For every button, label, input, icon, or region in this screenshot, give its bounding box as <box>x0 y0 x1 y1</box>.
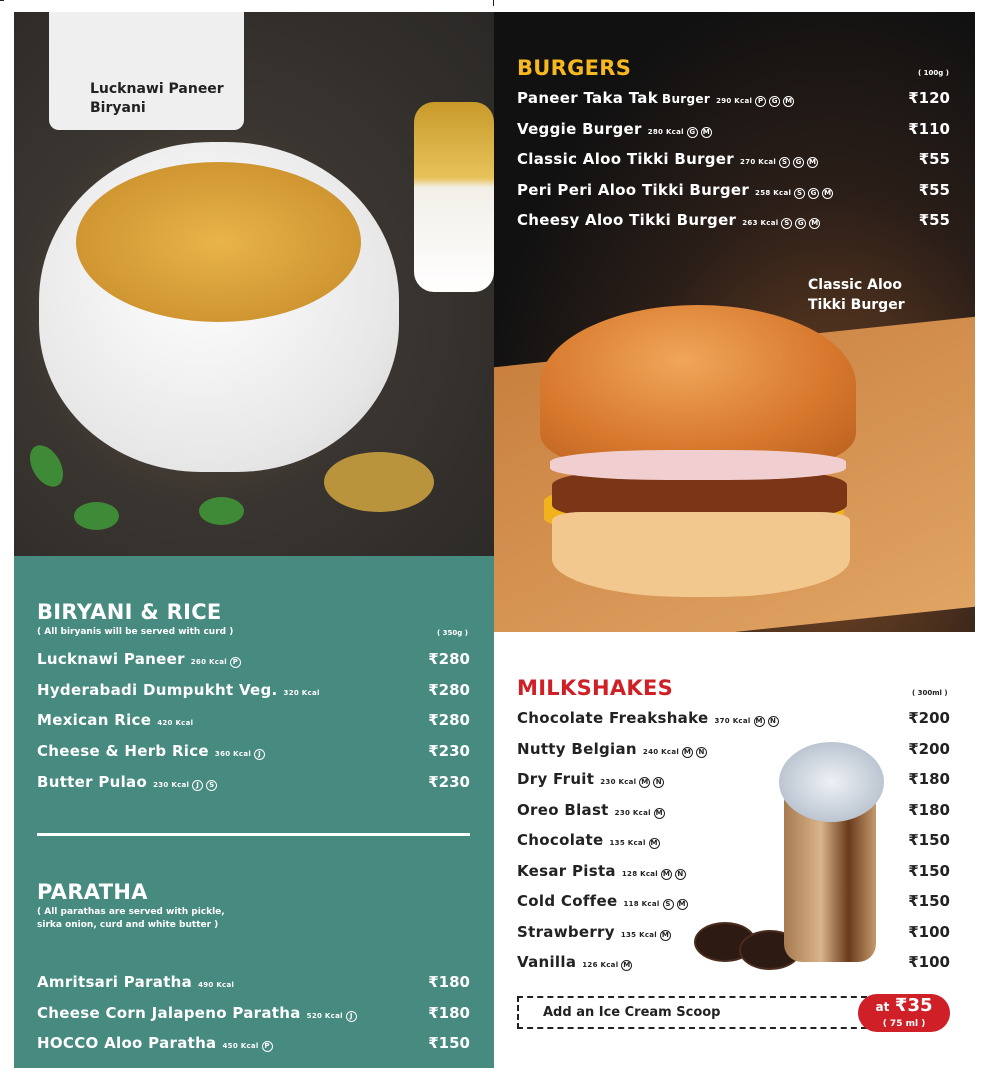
menu-item <box>517 770 664 788</box>
item-name: Cheesy Aloo Tikki Burger <box>517 211 737 229</box>
menu-item <box>517 181 833 199</box>
paratha-note-line: ( All parathas are served with pickle, <box>37 907 225 917</box>
item-name: Hyderabadi Dumpukht Veg. <box>37 680 278 699</box>
allergen-icon: M <box>785 97 793 105</box>
item-name: Mexican Rice <box>37 711 152 730</box>
milkshakes-portion: ( 300ml ) <box>912 689 948 697</box>
allergen-icon: G <box>687 127 698 138</box>
item-price: ₹280 <box>428 650 470 668</box>
item-price: ₹150 <box>908 892 950 910</box>
item-price: ₹120 <box>908 89 950 107</box>
allergen-icon: S <box>663 899 674 910</box>
allergen-icon: M <box>755 717 763 725</box>
item-name: Chocolate Freakshake <box>517 709 709 727</box>
item-kcal: 260 Kcal <box>190 658 227 666</box>
menu-item <box>517 801 665 819</box>
menu-item <box>517 709 779 727</box>
item-price: ₹150 <box>428 1034 470 1052</box>
item-price: ₹100 <box>908 922 950 941</box>
allergen-icon: G <box>793 157 804 168</box>
item-kcal: 360 Kcal <box>214 750 252 759</box>
allergen-icon: S <box>794 188 805 199</box>
item-price: ₹180 <box>908 770 950 788</box>
addon-label: Add an Ice Cream Scoop <box>543 1005 721 1020</box>
item-kcal: 230 Kcal <box>153 780 190 789</box>
item-name: Peri Peri Aloo Tikki Burger <box>517 180 750 199</box>
allergen-icon: M <box>662 869 671 878</box>
item-kcal: 135 Kcal <box>609 839 646 847</box>
menu-item <box>517 150 818 168</box>
allergen-icon: S <box>781 218 792 229</box>
allergen-icon: M <box>661 930 670 939</box>
menu-item <box>37 681 320 699</box>
allergen-icon: G <box>795 218 806 229</box>
item-kcal: 280 Kcal <box>647 127 684 136</box>
allergen-icon: M <box>683 747 692 756</box>
allergen-icon: M <box>655 808 663 817</box>
item-price: ₹150 <box>908 831 950 849</box>
allergen-icon: G <box>808 188 819 199</box>
item-kcal: 135 Kcal <box>620 930 657 939</box>
biryani-photo <box>14 12 494 556</box>
item-name: Cold Coffee <box>517 892 618 910</box>
item-price: ₹55 <box>918 180 950 199</box>
item-kcal: 270 Kcal <box>739 158 777 166</box>
item-price: ₹100 <box>908 953 950 971</box>
menu-item <box>37 650 241 668</box>
allergen-icon: J <box>346 1011 357 1022</box>
menu-item <box>37 742 265 760</box>
item-kcal: 450 Kcal <box>222 1042 259 1050</box>
item-name: Kesar Pista <box>517 861 616 880</box>
item-kcal: 240 Kcal <box>642 747 680 756</box>
item-price: ₹180 <box>908 800 950 819</box>
allergen-icon: M <box>809 158 817 166</box>
burger-photo-label: Classic Aloo Tikki Burger <box>808 277 905 313</box>
item-kcal: 320 Kcal <box>283 688 320 697</box>
paratha-note <box>37 906 225 932</box>
item-name: HOCCO Aloo Paratha <box>37 1034 217 1052</box>
item-name: Paneer Taka Tak <box>517 89 658 107</box>
item-price: ₹200 <box>908 739 950 758</box>
item-name: Lucknawi Paneer <box>37 650 185 668</box>
menu-item <box>37 973 234 991</box>
item-price: ₹280 <box>428 680 470 699</box>
item-price: ₹55 <box>918 211 950 229</box>
allergen-icon: M <box>641 778 649 786</box>
item-price: ₹180 <box>428 973 470 991</box>
item-name-suffix: Burger <box>662 92 711 106</box>
item-price: ₹55 <box>918 150 950 168</box>
item-price: ₹280 <box>428 711 470 730</box>
item-kcal: 520 Kcal <box>306 1011 343 1020</box>
allergen-icon: J <box>254 749 265 760</box>
item-price: ₹110 <box>908 119 950 138</box>
menu-item <box>37 711 193 729</box>
addon-price-badge <box>858 994 950 1032</box>
allergen-icon: N <box>653 777 664 788</box>
item-name: Oreo Blast <box>517 800 609 819</box>
item-kcal: 420 Kcal <box>157 719 194 728</box>
milkshakes-section-title: MILKSHAKES <box>517 676 674 700</box>
item-price: ₹230 <box>428 742 470 761</box>
allergen-icon: P <box>230 657 241 668</box>
addon-price-prefix: at <box>875 1000 890 1014</box>
item-name: Vanilla <box>517 953 577 971</box>
addon-price: ₹35 <box>894 995 933 1016</box>
ice-cream-scoop-addon <box>517 996 867 1029</box>
item-name: Cheese Corn Jalapeno Paratha <box>37 1003 301 1022</box>
allergen-icon: N <box>696 747 707 758</box>
item-kcal: 126 Kcal <box>582 961 619 969</box>
item-name: Cheese & Herb Rice <box>37 742 209 761</box>
allergen-icon: M <box>811 219 819 227</box>
item-name: Butter Pulao <box>37 772 148 791</box>
item-name: Nutty Belgian <box>517 739 637 758</box>
item-name: Veggie Burger <box>517 119 642 138</box>
item-name: Amritsari Paratha <box>37 973 193 991</box>
item-kcal: 290 Kcal <box>716 97 753 105</box>
menu-item <box>517 953 632 971</box>
item-price: ₹230 <box>428 772 470 791</box>
item-name: Dry Fruit <box>517 770 595 788</box>
biryani-note: ( All biryanis will be served with curd ) <box>37 627 234 637</box>
allergen-icon: N <box>768 716 779 727</box>
item-price: ₹180 <box>428 1003 470 1022</box>
burgers-section-title: BURGERS <box>517 56 632 80</box>
allergen-icon: P <box>755 96 766 107</box>
item-kcal: 490 Kcal <box>198 981 235 989</box>
biryani-section-title: BIRYANI & RICE <box>37 600 222 624</box>
item-name: Classic Aloo Tikki Burger <box>517 150 734 168</box>
section-divider <box>37 833 470 836</box>
allergen-icon: M <box>702 127 710 136</box>
menu-item <box>517 831 660 849</box>
item-name: Chocolate <box>517 831 604 849</box>
item-kcal: 258 Kcal <box>755 188 792 197</box>
menu-item <box>37 1004 357 1022</box>
item-kcal: 263 Kcal <box>742 219 779 227</box>
item-kcal: 118 Kcal <box>623 900 660 908</box>
paratha-section-title: PARATHA <box>37 880 148 904</box>
item-kcal: 230 Kcal <box>614 808 651 817</box>
burgers-portion: ( 100g ) <box>918 69 949 77</box>
item-name: Strawberry <box>517 922 615 941</box>
menu-item <box>517 120 712 138</box>
menu-item <box>517 740 707 758</box>
biryani-photo-label: Lucknawi Paneer Biryani <box>90 81 224 116</box>
menu-item <box>517 89 794 107</box>
menu-item <box>517 211 820 229</box>
paratha-note-line: sirka onion, curd and white butter ) <box>37 920 219 930</box>
allergen-icon: M <box>623 961 631 969</box>
menu-item <box>517 923 671 941</box>
addon-qty: ( 75 ml ) <box>882 1019 926 1029</box>
item-kcal: 370 Kcal <box>714 717 751 725</box>
item-kcal: 230 Kcal <box>600 778 637 786</box>
allergen-icon: G <box>769 96 780 107</box>
allergen-icon: S <box>206 780 217 791</box>
allergen-icon: M <box>678 900 686 908</box>
menu-item <box>37 1034 273 1052</box>
menu-item <box>517 892 688 910</box>
menu-item <box>37 773 217 791</box>
allergen-icon: J <box>192 780 203 791</box>
item-kcal: 128 Kcal <box>621 869 659 878</box>
allergen-icon: S <box>779 157 790 168</box>
allergen-icon: N <box>675 869 686 880</box>
allergen-icon: M <box>824 188 832 197</box>
allergen-icon: P <box>262 1041 273 1052</box>
item-price: ₹150 <box>908 861 950 880</box>
menu-item <box>517 862 686 880</box>
allergen-icon: M <box>650 839 658 847</box>
item-price: ₹200 <box>908 709 950 727</box>
biryani-portion: ( 350g ) <box>437 629 468 637</box>
